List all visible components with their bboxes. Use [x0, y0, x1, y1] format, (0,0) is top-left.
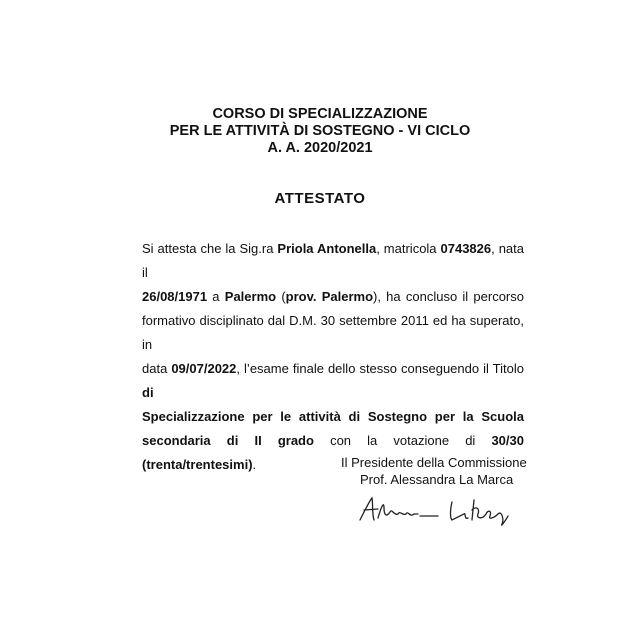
- bold-text-segment: 30/30 (trenta/trentesimi): [142, 433, 524, 472]
- course-title: [0, 106, 640, 157]
- document-heading: ATTESTATO: [274, 190, 366, 207]
- bold-text-segment: 26/08/1971: [142, 289, 208, 304]
- text-segment: data: [142, 361, 172, 376]
- bold-text-segment: Palermo: [224, 289, 277, 304]
- paragraph-line: [142, 405, 524, 429]
- text-segment: , nata il: [142, 241, 524, 280]
- text-segment: a: [207, 289, 225, 304]
- title-line-3: A. A. 2020/2021: [267, 140, 373, 156]
- text-segment: , matricola: [376, 241, 441, 256]
- title-line-2: PER LE ATTIVITÀ DI SOSTEGNO - VI CICLO: [169, 123, 471, 139]
- title-line-1: CORSO DI SPECIALIZZAZIONE: [212, 106, 428, 122]
- attestation-paragraph: [142, 237, 524, 477]
- text-segment: formativo disciplinato dal D.M. 30 settembre 2011 ed ha superato, in: [142, 313, 524, 352]
- paragraph-line: [142, 285, 524, 309]
- bold-text-segment: 0743826: [440, 241, 492, 256]
- bold-text-segment: di: [142, 385, 154, 400]
- paragraph-line: [142, 237, 524, 285]
- bold-text-segment: prov. Palermo: [285, 289, 374, 304]
- bold-text-segment: Specializzazione per le attività di Sostegno per la Scuola: [142, 409, 524, 424]
- paragraph-line: [142, 357, 524, 405]
- handwritten-signature: [356, 494, 516, 528]
- text-segment: Si attesta che la Sig.ra: [142, 241, 278, 256]
- text-segment: ), ha concluso il percorso: [373, 289, 524, 304]
- text-segment: con la votazione di: [313, 433, 492, 448]
- bold-text-segment: 09/07/2022: [171, 361, 237, 376]
- text-segment: (: [276, 289, 286, 304]
- bold-text-segment: secondaria di II grado: [142, 433, 314, 448]
- paragraph-line: [142, 309, 524, 357]
- signer-name: Prof. Alessandra La Marca: [360, 472, 514, 487]
- bold-text-segment: Priola Antonella: [277, 241, 377, 256]
- signer-role: Il Presidente della Commissione: [341, 455, 527, 470]
- text-segment: .: [252, 457, 257, 472]
- text-segment: , l’esame finale dello stesso conseguendo il Titolo: [236, 361, 524, 376]
